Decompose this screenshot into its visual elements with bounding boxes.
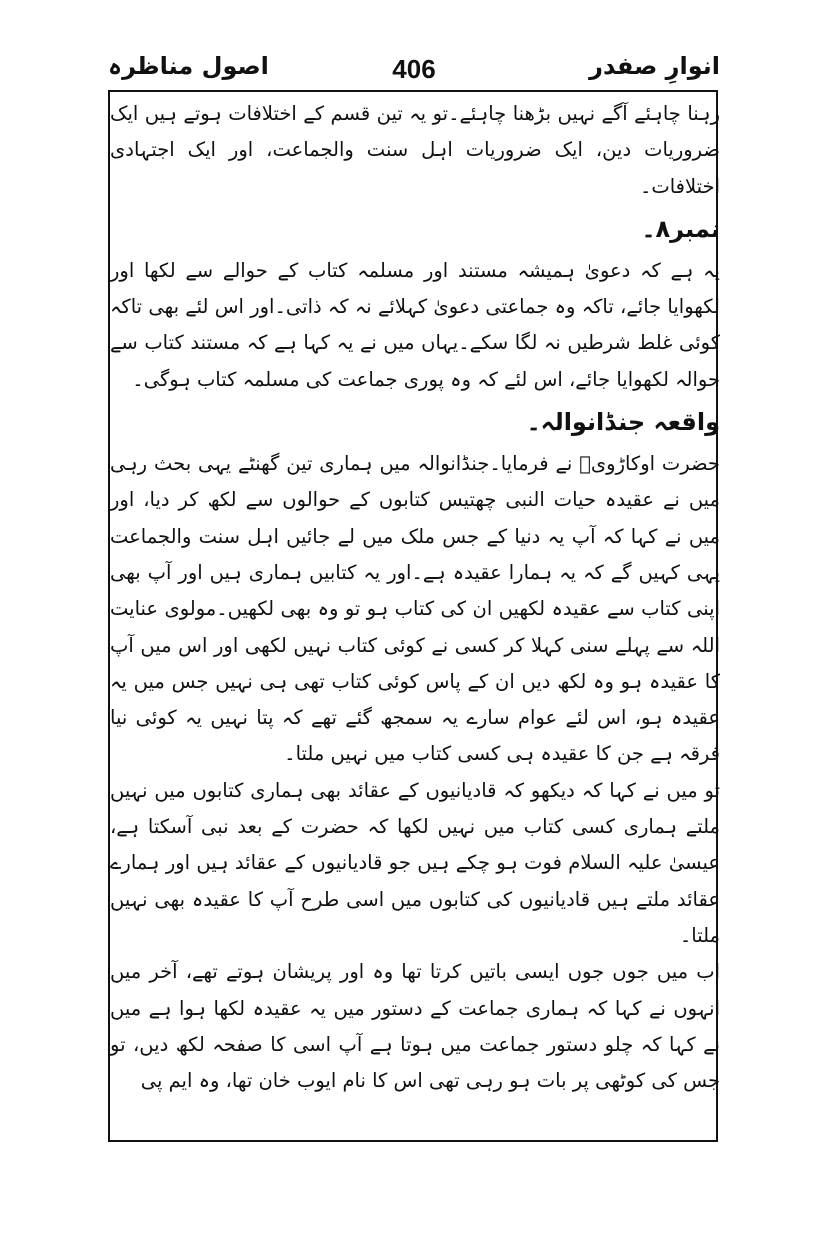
paragraph: رہنا چاہئے آگے نہیں بڑھنا چاہئے۔تو یہ تین قسم کے اختلافات ہوتے ہیں ایک ضروریات دین، ایک ضروریات اہل سنت والجماعت، اور ایک اجتہادی اختلافات۔: [110, 102, 720, 198]
paragraph: یہ ہے کہ دعویٰ ہمیشہ مستند اور مسلمہ کتاب کے حوالے سے لکھا اور لکھوایا جائے، تاکہ وہ جماعتی دعویٰ کہلائے نہ کہ ذاتی۔اور اس لئے بھی تاکہ کوئی غلط شرطیں نہ لگا سکے۔یہاں میں نے یہ کہا ہے کہ مستند کتاب سے حوالہ لکھوایا جائے، اس لئے کہ وہ پوری جماعت کی مسلمہ کتاب ہوگی۔: [110, 258, 720, 391]
section-heading: نمبر۸۔: [641, 214, 720, 243]
paragraph: تو میں نے کہا کہ دیکھو کہ قادیانیوں کے عقائد بھی ہماری کتابوں میں نہیں ملتے ہماری کسی کتاب میں نہیں لکھا کہ حضرت کے بعد نبی آسکتا ہے، عیسیٰ علیہ السلام فوت ہو چکے ہیں جو قادیانیوں کے عقائد ہیں اور ہمارے عقائد ملتے ہیں قادیانیوں کی کتابوں میں اسی طرح آپ کا عقیدہ بھی نہیں ملتا۔: [110, 778, 720, 947]
page-body: [110, 96, 720, 1099]
chapter-title: اصول مناظرہ: [108, 52, 269, 80]
paragraph: حضرت اوکاڑویؒ نے فرمایا۔جنڈانوالہ میں ہماری تین گھنٹے یہی بحث رہی میں نے عقیدہ حیات النبی چھتیس کتابوں کے حوالوں سے لکھ کر دیا، اور میں نے کہا کہ آپ یہ دنیا کے جس ملک میں لے جائیں اہل سنت والجماعت یہی کہیں گے کہ یہ ہمارا عقیدہ ہے۔اور یہ کتابیں ہماری ہیں اور آپ بھی اپنی کتاب سے عقیدہ لکھیں ان کی کتاب ہو تو وہ بھی لکھیں۔مولوی عنایت اللہ سے پہلے سنی کہلا کر کسی نے کوئی کتاب نہیں لکھی اور اس میں آپ کا عقیدہ ہو وہ لکھ دیں ان کے پاس کوئی کتاب تھی ہی نہیں جس میں یہ عقیدہ ہو، اس لئے عوام سارے یہ سمجھ گئے تھے کہ پتا نہیں یہ کوئی نیا فرقہ ہے جن کا عقیدہ ہی کسی کتاب میں نہیں ملتا۔: [110, 452, 720, 766]
page-number: 406: [392, 54, 436, 84]
page-header: [108, 52, 720, 90]
book-title: انوارِ صفدر: [589, 52, 720, 80]
paragraph: اب میں جوں جوں ایسی باتیں کرتا تھا وہ اور پریشان ہوتے تھے، آخر میں انہوں نے کہا کہ ہماری جماعت کے دستور میں یہ عقیدہ لکھا ہوا ہے میں نے کہا کہ چلو دستور جماعت میں ہوتا ہے آپ اسی کا صفحہ لکھ دیں، تو جس کی کوٹھی پر بات ہو رہی تھی اس کا نام ایوب خان تھا، وہ ایم پی: [110, 960, 720, 1093]
section-heading: واقعہ جنڈانوالہ۔: [526, 408, 720, 437]
